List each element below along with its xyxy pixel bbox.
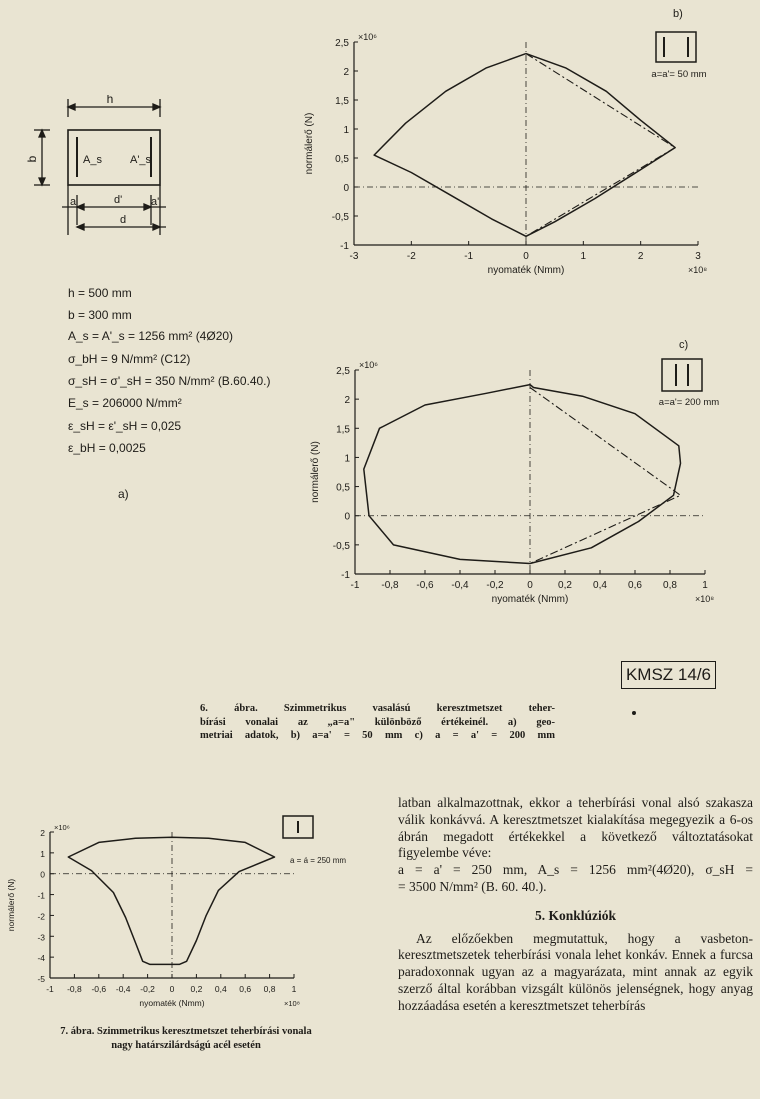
y-tick-label: 0 xyxy=(344,511,350,523)
x-tick-label: -3 xyxy=(349,251,359,262)
section-icon xyxy=(656,32,696,62)
y-axis-label: normálerő (N) xyxy=(6,878,16,932)
kmsz-stamp: KMSZ 14/6 xyxy=(621,661,716,689)
a-prime-label: a' xyxy=(151,196,160,208)
a-label: a xyxy=(70,196,77,208)
x-tick-label: 2 xyxy=(637,251,644,262)
y-tick-label: 0 xyxy=(343,183,349,194)
x-tick-label: 0 xyxy=(523,251,529,262)
x-tick-label: 1 xyxy=(702,580,708,591)
b-label: b xyxy=(25,155,39,163)
param-eps-bh: ε_bH = 0,0025 xyxy=(68,441,146,455)
param-b: b = 300 mm xyxy=(68,308,132,322)
figure6-caption xyxy=(200,702,555,743)
inset-label: a = á = 250 mm xyxy=(290,856,347,865)
y-axis-label: normálerő (N) xyxy=(304,112,315,175)
interaction-curve xyxy=(364,385,681,564)
paragraph-2: Az előzőekben megmutattuk, hogy a vasbeton-keresztmetszetek teherbírási vonala lehet konkáv. Ennek a furcsa paradoxonnak ugyan az a magyarázata, mint annak az egyik szerző által korábban vizsgált különös jelenségnek, hogy anyag hozzáadása esetén a keresztmetszet teherbírás xyxy=(398,930,753,1013)
y-tick-label: 2,5 xyxy=(335,38,349,49)
y-tick-label: -0,5 xyxy=(332,540,350,552)
y-tick-label: 0,5 xyxy=(335,154,349,165)
y-tick-label: 2,5 xyxy=(336,366,350,377)
d-label: d xyxy=(120,214,127,226)
y-tick-label: 0 xyxy=(40,869,45,880)
y-tick-label: -2 xyxy=(37,911,45,922)
interaction-curve-simplified xyxy=(526,54,675,237)
as-prime-label: A'_s xyxy=(130,154,152,166)
x-tick-label: 0,2 xyxy=(558,580,572,591)
y-tick-label: -5 xyxy=(37,974,45,984)
panel-label: b) xyxy=(673,8,683,20)
x-tick-label: -0,8 xyxy=(67,984,82,994)
x-axis-label: nyomaték (Nmm) xyxy=(487,265,565,276)
y-axis-label: normálerő (N) xyxy=(310,441,321,503)
x-tick-label: 0 xyxy=(169,984,175,994)
chart-fig7 xyxy=(0,808,385,1013)
x-axis-label: nyomaték (Nmm) xyxy=(491,594,569,605)
y-tick-label: 2 xyxy=(343,67,349,78)
x-exponent-label: ×10⁸ xyxy=(284,999,300,1008)
param-as: A_s = A'_s = 1256 mm² (4Ø20) xyxy=(68,329,234,343)
x-tick-label: 0,4 xyxy=(214,984,227,994)
body-text xyxy=(398,795,753,1015)
x-exponent-label: ×10⁸ xyxy=(695,594,715,604)
param-es: E_s = 206000 N/mm² xyxy=(68,396,182,410)
y-tick-label: -0,5 xyxy=(331,212,349,223)
x-tick-label: -2 xyxy=(406,251,416,262)
x-tick-label: -0,6 xyxy=(91,984,107,994)
y-exponent-label: ×10⁶ xyxy=(54,823,70,832)
h-label: h xyxy=(106,95,114,106)
as-label: A_s xyxy=(83,154,102,166)
y-tick-label: 1 xyxy=(40,848,45,859)
caption7-line: 7. ábra. Szimmetrikus keresztmetszet teherbírási vonala xyxy=(60,1026,312,1037)
x-tick-label: 0,8 xyxy=(663,580,677,591)
x-axis-label: nyomaték (Nmm) xyxy=(139,998,205,1008)
x-tick-label: -1 xyxy=(46,984,54,994)
y-tick-label: 2 xyxy=(344,395,350,407)
y-tick-label: 2 xyxy=(40,828,45,838)
y-tick-label: -4 xyxy=(37,953,45,964)
dot-mark xyxy=(632,711,636,715)
chart-c xyxy=(300,335,730,615)
y-tick-label: 1,5 xyxy=(336,424,350,436)
formula-line-2: = 3500 N/mm² (B. 60. 40.). xyxy=(398,878,547,894)
inset-label: a=a'= 200 mm xyxy=(658,397,720,408)
x-tick-label: 0,6 xyxy=(239,984,252,994)
caption7-line: nagy határszilárdságú acél esetén xyxy=(111,1039,261,1051)
caption6-line: 6. ábra. Szimmetrikus vasalású keresztmetszet teher- xyxy=(200,703,555,714)
y-exponent-label: ×10⁶ xyxy=(358,32,377,42)
caption6-line: metriai adatok, b) a=a' = 50 mm c) a = a' = 200 mm xyxy=(200,730,555,741)
panel-a-label: a) xyxy=(118,487,129,501)
x-tick-label: 0 xyxy=(527,580,533,591)
x-tick-label: 0,2 xyxy=(190,984,203,994)
x-tick-label: 0,4 xyxy=(593,580,607,591)
param-sigma-sh: σ_sH = σ'_sH = 350 N/mm² (B.60.40.) xyxy=(68,374,271,388)
x-tick-label: 0,8 xyxy=(263,984,276,994)
figure7-caption xyxy=(6,1025,366,1052)
y-tick-label: -3 xyxy=(37,932,45,943)
x-tick-label: -0,2 xyxy=(486,580,504,591)
section-icon xyxy=(662,359,702,391)
x-tick-label: 1 xyxy=(580,251,587,262)
x-tick-label: -1 xyxy=(350,580,360,591)
y-exponent-label: ×10⁶ xyxy=(359,360,378,370)
y-tick-label: 1,5 xyxy=(335,96,349,107)
chart-b xyxy=(290,0,730,290)
x-tick-label: -0,2 xyxy=(140,984,155,994)
y-tick-label: 1 xyxy=(344,453,350,465)
panel-label: c) xyxy=(679,339,689,351)
x-tick-label: -0,4 xyxy=(115,984,131,994)
x-exponent-label: ×10⁸ xyxy=(688,265,708,275)
param-eps-sh: ε_sH = ε'_sH = 0,025 xyxy=(68,419,182,433)
d-prime-label: d' xyxy=(114,194,123,206)
y-tick-label: -1 xyxy=(37,890,45,901)
interaction-curve-simplified xyxy=(530,388,681,564)
section-heading: 5. Konklúziók xyxy=(534,907,617,923)
param-sigma-bh: σ_bH = 9 N/mm² (C12) xyxy=(68,352,191,366)
interaction-curve xyxy=(374,54,675,237)
x-tick-label: -0,8 xyxy=(381,580,399,591)
interaction-curve xyxy=(68,837,274,964)
x-tick-label: 3 xyxy=(695,251,701,262)
formula-line-1: a = a' = 250 mm, A_s = 1256 mm²(4Ø20), σ_sH = xyxy=(398,862,753,878)
caption6-line: bírási vonalai az „a=a" különböző értékeinél. a) geo- xyxy=(200,716,555,728)
x-tick-label: -0,6 xyxy=(416,580,434,591)
y-tick-label: -1 xyxy=(341,570,350,581)
x-tick-label: 0,6 xyxy=(628,580,642,591)
y-tick-label: 0,5 xyxy=(336,482,350,494)
y-tick-label: -1 xyxy=(340,241,349,252)
cross-section-diagram xyxy=(20,95,180,245)
paragraph-1: latban alkalmazottnak, ekkor a teherbírási vonal alsó szakasza válik konkávvá. A keresztmetszet kialakítása megegyezik a 6-os ábrán megadott értékekkel a következő változtatásokat figyelembe véve: xyxy=(398,795,753,861)
x-tick-label: -1 xyxy=(464,251,474,262)
x-tick-label: -0,4 xyxy=(451,580,469,591)
param-h: h = 500 mm xyxy=(68,286,132,300)
inset-label: a=a'= 50 mm xyxy=(651,69,707,80)
y-tick-label: 1 xyxy=(343,125,349,136)
x-tick-label: 1 xyxy=(291,984,297,994)
